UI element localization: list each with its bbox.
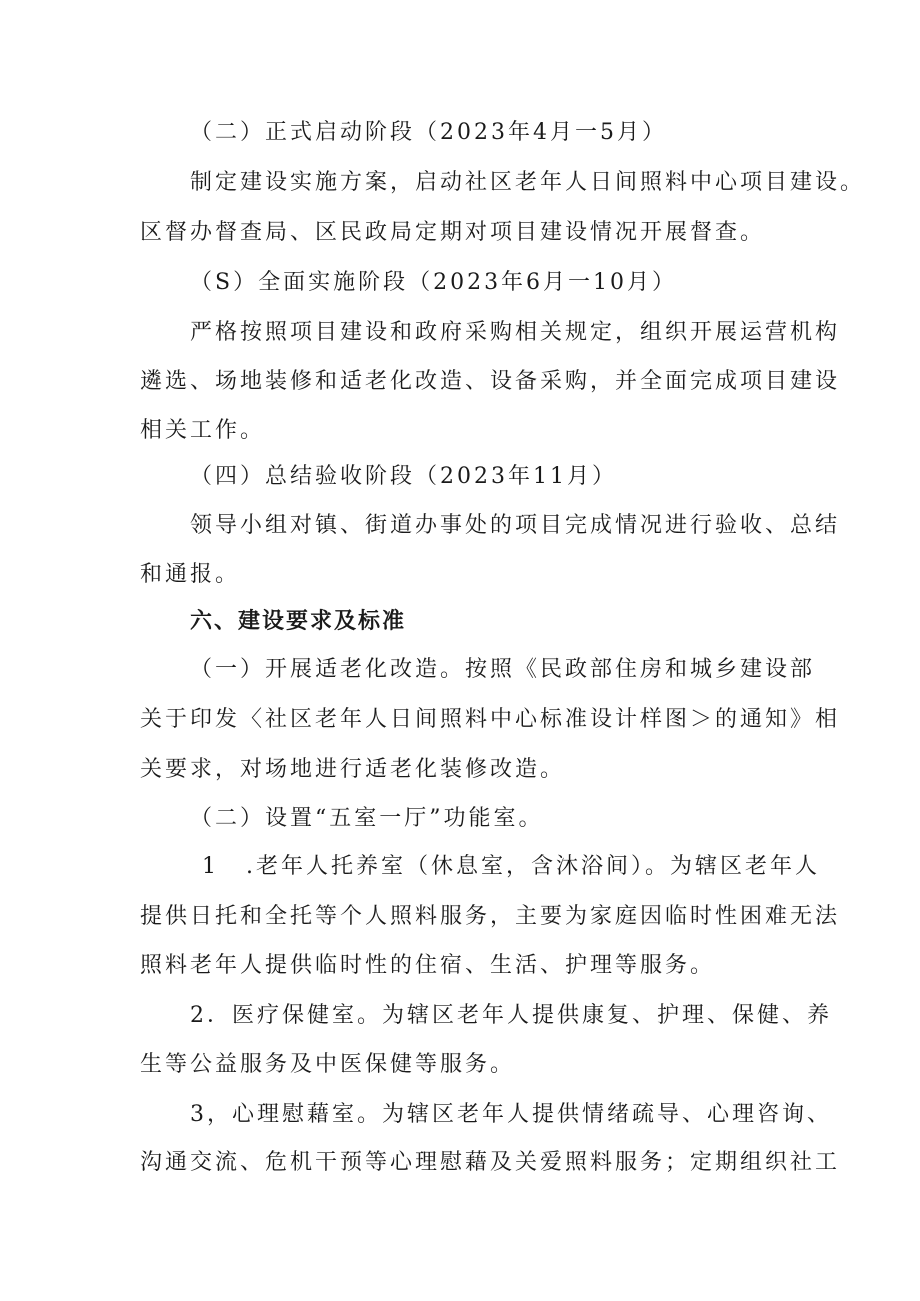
s6-item1-line-3: 关要求，对场地进行适老化装修改造。 bbox=[140, 757, 566, 782]
stage2-paragraph-line-1: 制定建设实施方案，启动社区老年人日间照料中心项目建设。 bbox=[190, 170, 866, 195]
room1-text: .老年人托养室（休息室，含沐浴间）。为辖区老年人 bbox=[246, 854, 820, 879]
stage3-paragraph-line-2: 遴选、场地装修和适老化改造、设备采购，并全面完成项目建设 bbox=[140, 369, 841, 394]
room1-line-1 bbox=[202, 852, 820, 882]
stage4-heading: （四）总结验收阶段（2023年11月） bbox=[190, 464, 617, 489]
stage3-paragraph-line-1: 严格按照项目建设和政府采购相关规定，组织开展运营机构 bbox=[190, 320, 841, 345]
room3-line-1: 3，心理慰藉室。为辖区老年人提供情绪疏导、心理咨询、 bbox=[190, 1102, 832, 1127]
s6-item2-line-1: （二）设置“五室一厅”功能室。 bbox=[190, 806, 544, 831]
room1-line-3: 照料老年人提供临时性的住宿、生活、护理等服务。 bbox=[140, 953, 716, 978]
room3-line-2: 沟通交流、危机干预等心理慰藉及关爱照料服务；定期组织社工 bbox=[140, 1150, 841, 1175]
room1-line-2: 提供日托和全托等个人照料服务，主要为家庭因临时性困难无法 bbox=[140, 904, 841, 929]
s6-item1-line-1: （一）开展适老化改造。按照《民政部住房和城乡建设部 bbox=[190, 657, 816, 682]
stage3-paragraph-line-3: 相关工作。 bbox=[140, 418, 266, 443]
section6-title: 六、建设要求及标准 bbox=[190, 608, 407, 634]
stage2-heading: （二）正式启动阶段（2023年4月一5月） bbox=[190, 120, 667, 145]
stage4-paragraph-line-2: 和通报。 bbox=[140, 562, 241, 587]
s6-item1-line-2: 关于印发〈社区老年人日间照料中心标准设计样图＞的通知》相 bbox=[140, 707, 841, 732]
room2-line-2: 生等公益服务及中医保健等服务。 bbox=[140, 1052, 516, 1077]
stage4-paragraph-line-1: 领导小组对镇、街道办事处的项目完成情况进行验收、总结 bbox=[190, 513, 841, 538]
stage3-heading: （S）全面实施阶段（2023年6月一10月） bbox=[190, 270, 678, 295]
room1-number: 1 bbox=[202, 854, 219, 879]
stage2-paragraph-line-2: 区督办督查局、区民政局定期对项目建设情况开展督查。 bbox=[140, 220, 766, 245]
room2-line-1: 2．医疗保健室。为辖区老年人提供康复、护理、保健、养 bbox=[190, 1003, 832, 1028]
